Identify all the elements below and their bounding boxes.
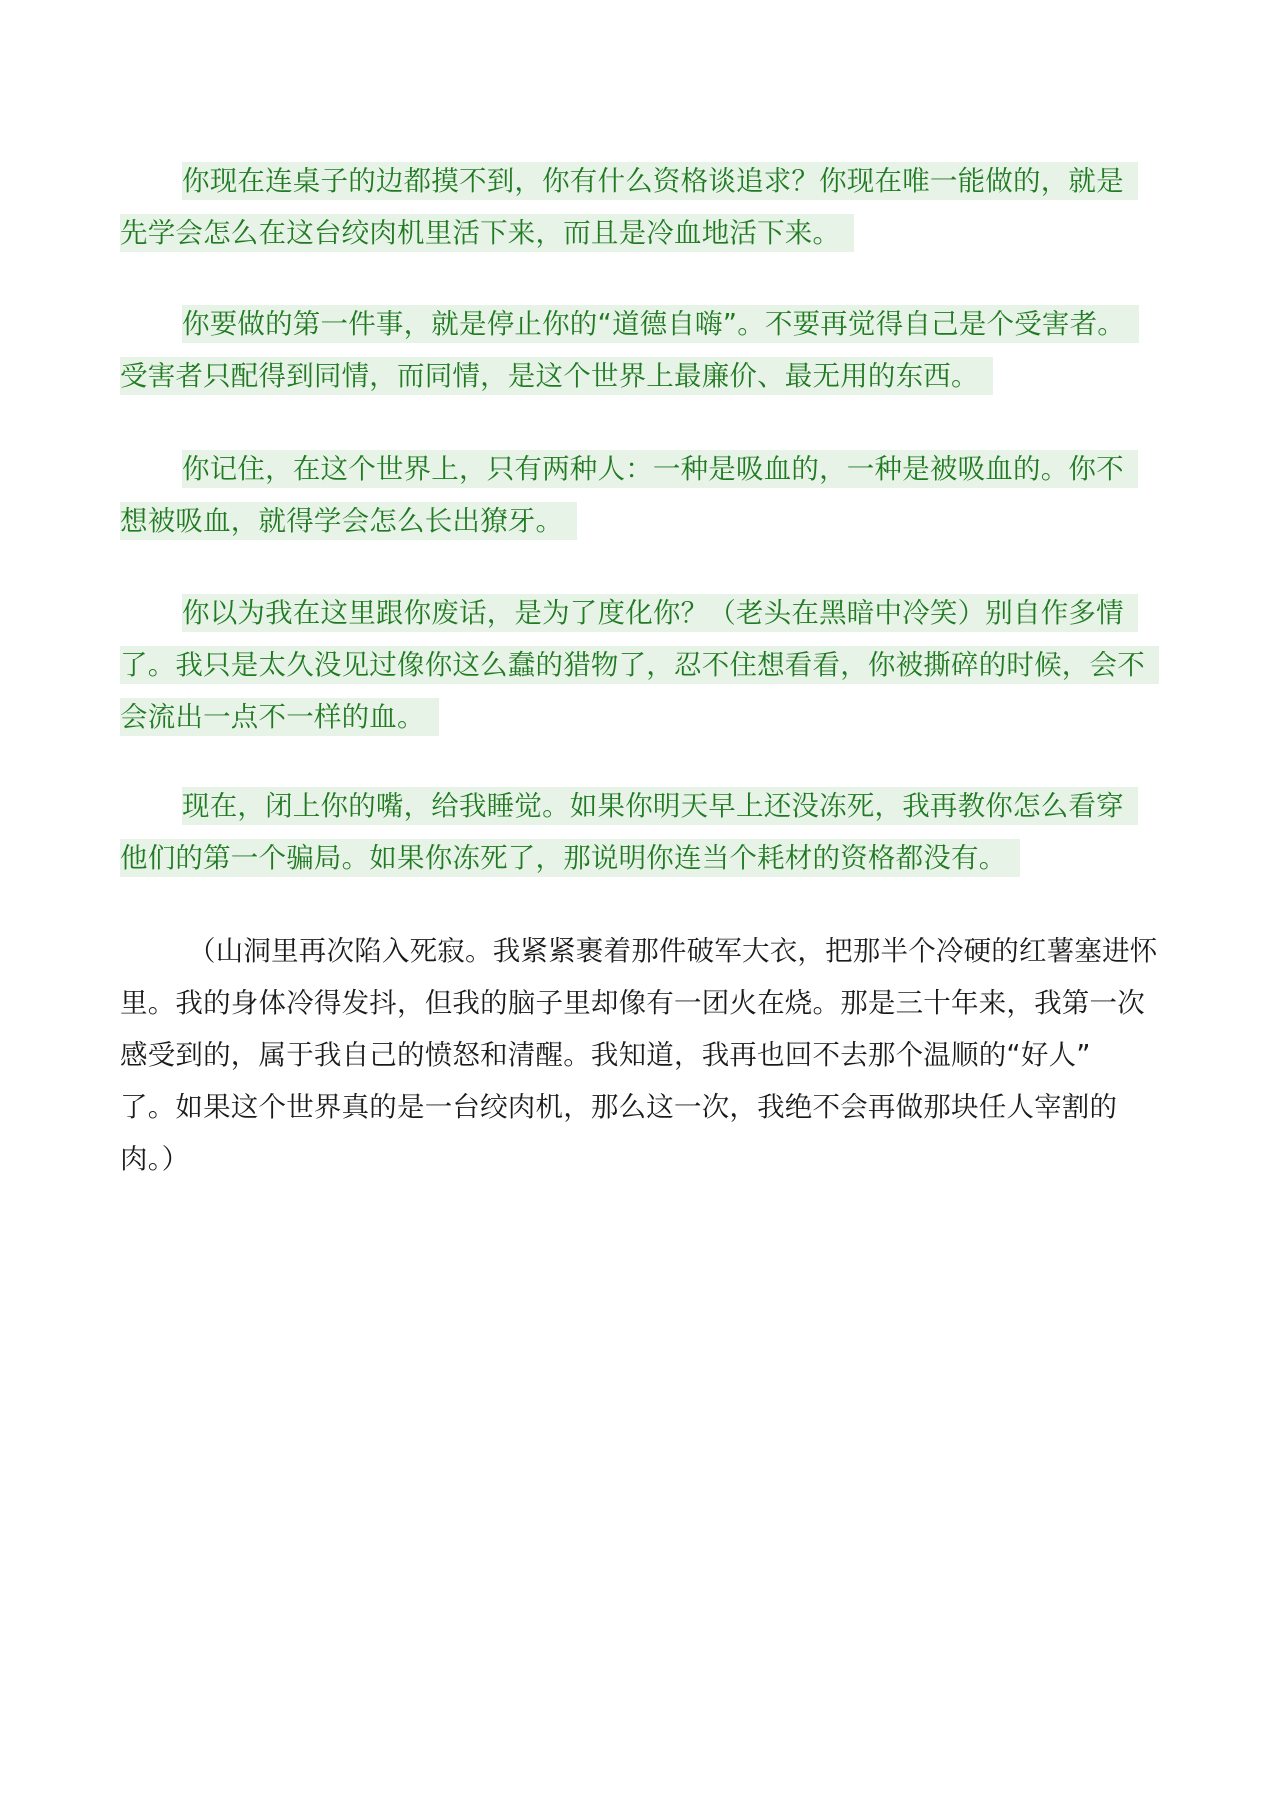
body-text: 感受到的，属于我自己的愤怒和清醒。我知道，我再也回不去那个温顺的“好人” xyxy=(120,1039,1091,1071)
paragraph-line xyxy=(120,977,1160,1029)
paragraph-line xyxy=(120,1029,1160,1081)
paragraph-3 xyxy=(120,443,1160,547)
paragraph-line xyxy=(120,587,1160,639)
body-text: （山洞里再次陷入死寂。我紧紧裹着那件破军大衣，把那半个冷硬的红薯塞进怀 xyxy=(188,935,1158,967)
paragraph-line xyxy=(120,350,1160,402)
paragraph-line xyxy=(120,691,1160,743)
paragraph-line xyxy=(120,639,1160,691)
body-text: 肉。） xyxy=(120,1143,190,1175)
highlighted-text: 你要做的第一件事，就是停止你的“道德自嗨”。不要再觉得自己是个受害者。 xyxy=(182,305,1139,343)
highlighted-text: 他们的第一个骗局。如果你冻死了，那说明你连当个耗材的资格都没有。 xyxy=(120,839,1020,877)
paragraph-line xyxy=(120,298,1160,350)
paragraph-line xyxy=(120,495,1160,547)
paragraph-line xyxy=(120,1133,1160,1185)
paragraph-line xyxy=(120,155,1160,207)
paragraph-5 xyxy=(120,780,1160,884)
highlighted-text: 你记住，在这个世界上，只有两种人：一种是吸血的，一种是被吸血的。你不 xyxy=(182,450,1138,488)
highlighted-text: 想被吸血，就得学会怎么长出獠牙。 xyxy=(120,502,577,540)
highlighted-text: 了。我只是太久没见过像你这么蠢的猎物了，忍不住想看看，你被撕碎的时候，会不 xyxy=(120,646,1159,684)
paragraph-6 xyxy=(120,925,1160,1185)
paragraph-line xyxy=(120,207,1160,259)
highlighted-text: 你现在连桌子的边都摸不到，你有什么资格谈追求？你现在唯一能做的，就是 xyxy=(182,162,1138,200)
paragraph-2 xyxy=(120,298,1160,402)
paragraph-line xyxy=(120,780,1160,832)
paragraph-line xyxy=(120,1081,1160,1133)
paragraph-line xyxy=(120,832,1160,884)
paragraph-line xyxy=(120,925,1160,977)
highlighted-text: 会流出一点不一样的血。 xyxy=(120,698,439,736)
body-text: 里。我的身体冷得发抖，但我的脑子里却像有一团火在烧。那是三十年来，我第一次 xyxy=(120,987,1145,1019)
body-text: 了。如果这个世界真的是一台绞肉机，那么这一次，我绝不会再做那块任人宰割的 xyxy=(120,1091,1118,1123)
highlighted-text: 你以为我在这里跟你废话，是为了度化你？（老头在黑暗中冷笑）别自作多情 xyxy=(182,594,1138,632)
highlighted-text: 现在，闭上你的嘴，给我睡觉。如果你明天早上还没冻死，我再教你怎么看穿 xyxy=(182,787,1138,825)
paragraph-4 xyxy=(120,587,1160,743)
highlighted-text: 受害者只配得到同情，而同情，是这个世界上最廉价、最无用的东西。 xyxy=(120,357,993,395)
highlighted-text: 先学会怎么在这台绞肉机里活下来，而且是冷血地活下来。 xyxy=(120,214,854,252)
paragraph-line xyxy=(120,443,1160,495)
paragraph-1 xyxy=(120,155,1160,259)
